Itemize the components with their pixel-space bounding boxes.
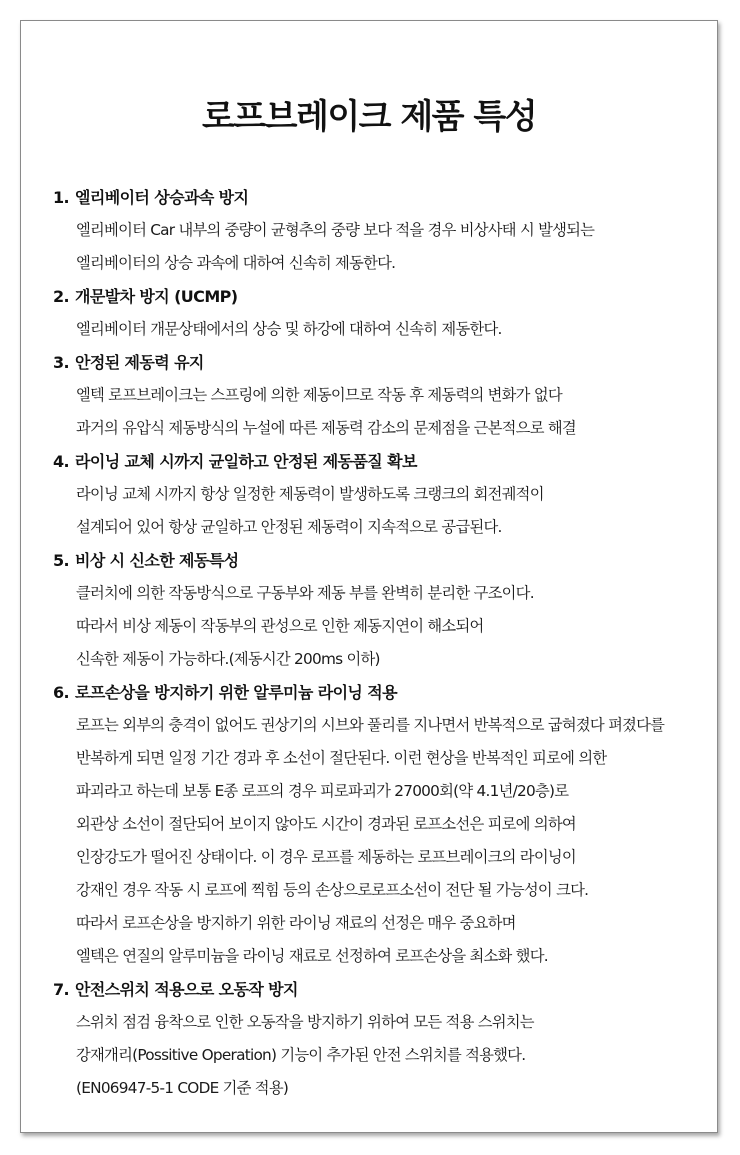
body-line: 스위치 점검 융착으로 인한 오동작을 방지하기 위하여 모든 적용 스위치는 — [76, 1013, 534, 1031]
section-6 — [53, 676, 717, 973]
body-line: 엘리베이터의 상승 과속에 대하여 신속히 제동한다. — [76, 254, 396, 272]
section-1 — [53, 181, 717, 280]
section-number: 1. — [53, 188, 70, 207]
section-heading — [53, 544, 717, 577]
section-heading — [53, 676, 717, 709]
section-title: 비상 시 신소한 제동특성 — [75, 551, 239, 570]
section-number: 6. — [53, 683, 70, 702]
body-line: 엘텍 로프브레이크는 스프링에 의한 제동이므로 작동 후 제동력의 변화가 없다 — [76, 386, 562, 404]
body-line: 반복하게 되면 일정 기간 경과 후 소선이 절단된다. 이런 현상을 반복적인 피로에 의한 — [76, 749, 607, 767]
section-title: 안정된 제동력 유지 — [75, 353, 204, 372]
body-line: 클러치에 의한 작동방식으로 구동부와 제동 부를 완벽히 분리한 구조이다. — [76, 584, 534, 602]
body-line: 라이닝 교체 시까지 항상 일정한 제동력이 발생하도록 크랭크의 회전궤적이 — [76, 485, 544, 503]
section-heading — [53, 181, 717, 214]
section-2 — [53, 280, 717, 346]
section-number: 7. — [53, 980, 70, 999]
section-title: 안전스위치 적용으로 오동작 방지 — [75, 980, 298, 999]
section-heading — [53, 445, 717, 478]
document-card — [20, 20, 718, 1133]
body-line: 엘텍은 연질의 알루미늄을 라이닝 재료로 선정하여 로프손상을 최소화 했다. — [76, 947, 548, 965]
feature-list — [53, 181, 717, 1105]
section-3 — [53, 346, 717, 445]
body-line: 과거의 유압식 제동방식의 누설에 따른 제동력 감소의 문제점을 근본적으로 해결 — [76, 419, 576, 437]
body-line: 인장강도가 떨어진 상태이다. 이 경우 로프를 제동하는 로프브레이크의 라이닝이 — [76, 848, 576, 866]
body-line: 설계되어 있어 항상 균일하고 안정된 제동력이 지속적으로 공급된다. — [76, 518, 502, 536]
body-line: 외관상 소선이 절단되어 보이지 않아도 시간이 경과된 로프소선은 피로에 의하여 — [76, 815, 576, 833]
section-number: 5. — [53, 551, 70, 570]
body-line: 신속한 제동이 가능하다.(제동시간 200ms 이하) — [76, 650, 380, 668]
section-7 — [53, 973, 717, 1105]
section-title: 로프손상을 방지하기 위한 알루미늄 라이닝 적용 — [75, 683, 397, 702]
section-5 — [53, 544, 717, 676]
section-4 — [53, 445, 717, 544]
page-title: 로프브레이크 제품 특성 — [201, 97, 537, 137]
section-number: 4. — [53, 452, 70, 471]
section-heading — [53, 346, 717, 379]
body-line: 강재인 경우 작동 시 로프에 찍힘 등의 손상으로로프소선이 전단 될 가능성이 크다. — [76, 881, 589, 899]
section-title: 라이닝 교체 시까지 균일하고 안정된 제동품질 확보 — [75, 452, 417, 471]
body-line: 파괴라고 하는데 보통 E종 로프의 경우 피로파괴가 27000회(약 4.1년/20층)로 — [76, 782, 569, 800]
body-line: 강재개리(Possitive Operation) 기능이 추가된 안전 스위치를 적용했다. — [76, 1046, 526, 1064]
body-line: 로프는 외부의 충격이 없어도 권상기의 시브와 풀리를 지나면서 반복적으로 굽혀졌다 펴졌다를 — [76, 716, 665, 734]
section-heading — [53, 973, 717, 1006]
section-number: 3. — [53, 353, 70, 372]
section-title: 엘리베이터 상승과속 방지 — [75, 188, 249, 207]
body-line: 따라서 비상 제동이 작동부의 관성으로 인한 제동지연이 해소되어 — [76, 617, 484, 635]
body-line: (EN06947-5-1 CODE 기준 적용) — [76, 1079, 289, 1097]
section-title: 개문발차 방지 (UCMP) — [75, 287, 238, 306]
body-line: 엘리베이터 Car 내부의 중량이 균형추의 중량 보다 적을 경우 비상사태 시 발생되는 — [76, 221, 595, 239]
section-heading — [53, 280, 717, 313]
body-line: 엘리베이터 개문상태에서의 상승 및 하강에 대하여 신속히 제동한다. — [76, 320, 502, 338]
body-line: 따라서 로프손상을 방지하기 위한 라이닝 재료의 선정은 매우 중요하며 — [76, 914, 516, 932]
section-number: 2. — [53, 287, 70, 306]
